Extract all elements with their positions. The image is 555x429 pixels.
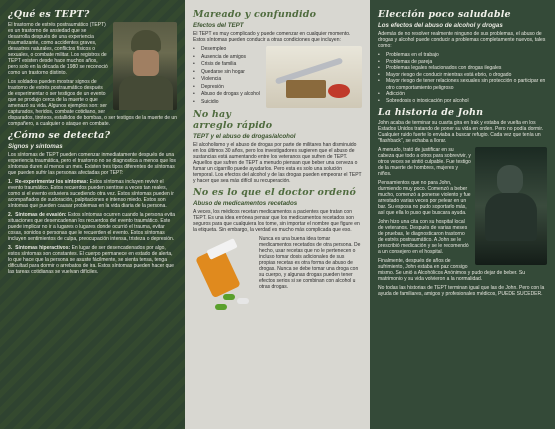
item-number: 1. [8,179,13,185]
list-item [8,212,177,242]
subheading-medicamentos: Abuso de medicamentos recetados [193,200,298,207]
list-item: • Problemas legales relacionados con drogas ilegales [378,65,547,72]
panel-effects [185,0,370,429]
medication-text: A veces, los médicos recetan medicamentos a pacientes que tratan con TEPT. Es una idea errónea pensar que los medicamentos recetados son seguros para que cualquiera los tome, sin importar el nombre que figure en la etiqueta. Sin embargo, la verdad es mucho más complicada que eso. [193,209,360,233]
list-item: • Depresión [193,84,362,92]
item-title: Síntomas hiperactivos: [15,245,71,251]
panel-ptsd-intro [0,0,185,429]
panel-unhealthy-choice [370,0,555,429]
heading-que-es-tept: ¿Qué es TEPT? [8,9,90,20]
item-title: Síntomas de evasión: [15,212,67,218]
heading-no-hay-arreglo: No hay arreglo rápido [193,109,273,131]
intro-text-2: Los soldados pueden mostrar signos de trastorno de estrés postraumático después de experimentar o ser testigos de un evento que se produjo cerca de la muerte o que amenazó su vida. Algunos ejemplos son: ser capturados, heridos, combate cotidiano, ser disparados, tiroteos, estallidos de bombas, o ser testigos de la muerte de un compañero, a cualquier o ataque en combate. [8,79,177,127]
heading-eleccion: Elección poco saludable [378,9,511,20]
abuse-intro: Además de no resolver realmente ninguno de sus problemas, el abuso de drogas y alcohol puede conducir a problemas completamente nuevos, tales como: [378,31,546,49]
list-item: • Sobredosis o intoxicación por alcohol [378,98,547,105]
list-item: • Ausencia de amigos [193,54,362,62]
heading-mareado: Mareado y confundido [193,9,317,20]
list-item: • Adicción [378,91,547,98]
symptoms-intro: Los síntomas de TEPT pueden comenzar inmediatamente después de una experiencia traumática, pero el trastorno no se diagnostica a menos que los síntomas duren al menos un mes. Existen tres tipos diferentes de síntomas que pueden sufrir las personas afectadas por TEPT: [8,152,176,176]
list-item: • Desempleo [193,46,362,54]
list-item: • Mayor riesgo de tener relaciones sexuales sin protección o participar en otro comportamiento peligroso [378,78,547,91]
subheading-signos: Signos y síntomas [8,143,63,150]
heading-historia-john: La historia de John [378,107,484,118]
pill-bottle-photo [193,236,255,314]
item-number: 2. [8,212,13,218]
medication-text-2: Nunca es una buena idea tomar medicamentos recetados de otra persona. De hecho, usar recetas que no le pertenecen o incluso tomar dosis adicionales de sus propias recetas es otra forma de abuso de drogas. Nunca se debe tomar una droga con su cuerpo, y algunas drogas pueden tener efectos serios si se combinan con alcohol u otras drogas. [259,236,361,290]
effects-list [378,52,547,104]
list-item: • Problemas de pareja [378,59,547,66]
story-text-2: A menudo, trató de justificar en su cabeza que todo a otros para sobrevivir, y otros veces se sintió culpable. Fue testigo de la muerte de hombres, mujeres y niños. [378,147,471,177]
item-text: En lugar de ser desencadenados por algo, estos síntomas son constantes. El cuerpo permanece en estado de alerta, lo que hace que la persona se asuste fácilmente, se sienta tensa, tenga dificultad para dormir o arrebatos de ira. Estos síntomas pueden hacer que las tareas cotidianas se vuelvan difíciles. [8,245,174,275]
man-photo [475,147,547,265]
symptoms-list [8,179,177,275]
intro-text: El trastorno de estrés postraumático (TEPT) es un trastorno de ansiedad que se desarrolla después de una experiencia traumatizante, como accidentes graves, desastres naturales, conflictos físicos o sexuales, o combate militar. Los registros de TEPT existen desde hace muchos años, pero solo en la década de 1980 se reconoció como un trastorno distinto. [8,22,108,76]
story-text-5: Finalmente, después de años de sufrimiento, John estaba en paz consigo mismo. Se unió a Alcohólicos Anónimos y pudo dejar de beber. Su matrimonio y su vida volvieron a la normalidad. [378,258,526,282]
story-text-4: John hizo una cita con su hospital local de veteranos. Después de varias meses de pruebas, le diagnosticaron trastorno de estrés postraumático. A John se le prescribió medicación y se le recomendó a un consejero en el hospital. [378,219,469,255]
heading-no-es-lo-que: No es lo que el doctor ordenó [193,187,357,198]
story-text-1: John acaba de terminar su cuarta gira en Irak y estaba de vuelta en los Estados Unidos tratando de poner su vida en orden. Pero no podía dormir. Cualquier ruido fuerte lo enviaba a buscar refugio. Cada vez que tenía un "flashback", se echaba a llorar. [378,120,544,144]
list-item: • Mayor riesgo de conducir mientras está ebrio, o drogado [378,72,547,79]
story-text-3: Pensamientos que no para John, durmiendo muy poco. Comenzó a beber mucho, comenzó a ponerse violento y fue arrestado varias veces por pelear en un bar. Su esposa no pudo soportarlo más, así que ella lo puso que buscara ayuda. [378,180,471,216]
item-title: Re-experimentar los síntomas: [15,179,89,185]
list-item: • Problemas en el trabajo [378,52,547,59]
subheading-efectos: Efectos del TEPT [193,22,244,29]
heading-como-se-detecta: ¿Cómo se detecta? [8,130,111,141]
list-item [8,179,177,209]
list-item: • Quedarse sin hogar [193,69,362,77]
list-item [8,245,177,275]
subheading-drogas-alcohol: TEPT y el abuso de drogas/alcohol [193,133,296,140]
item-text: Estos síntomas incluyen revivir el evento traumático. Estos recuerdos pueden sentirse a veces tan reales, como si el evento estuviera sucediendo otra vez. Estos síntomas pueden ir acompañados de sudoración, palpitaciones e intenso miedo. Estos son síntomas que pueden causar problemas en la vida diaria de la persona. [8,179,174,209]
list-item: • Violencia [193,76,362,84]
closing-text: No todas las historias de TEPT terminan igual que las de John. Pero con la ayuda de familiares, amigos y profesionales médicos, PUEDE SUCEDER. [378,285,545,297]
item-text: Estos síntomas ocurren cuando la persona evita situaciones que desencadenan los recuerdos del evento traumático. Este puede implicar no ir a lugares o lugares donde ocurrió el trauma, evitar cosas, sonidos o personas que le recuerden el evento. Estos síntomas incluyen sentimientos de culpa, preocupación intensa, tristeza o depresión. [8,212,175,242]
item-number: 3. [8,245,13,251]
effects-intro: El TEPT es muy complicado y puede comenzar en cualquier momento. Estos síntomas pueden conducir a otras condiciones que incluyen: [193,31,351,43]
conditions-list [193,46,362,106]
list-item: • Abuso de drogas y alcohol [193,91,362,99]
subheading-efectos-abuso: Los efectos del abuso de alcohol y drogas [378,22,503,29]
drugs-text: El alcoholismo y el abuso de drogas por parte de militares han disminuido en los últimos 30 años, pero los investigadores sugieren que el abuso de sustancias está aumentando entre los veteranos que sufren de TEPT. Aquellos que sufren de TEPT a menudo piensan que beber una cerveza o fumar un cigarrillo puede ayudarlos. Pero esta es solo una solución temporal. Los efectos del alcohol y de las drogas pueden empeorar el TEPT y hacer que sea más difícil su recuperación. [193,142,362,184]
list-item: • Crisis de familia [193,61,362,69]
soldier-photo [113,22,177,110]
list-item: • Suicidio [193,99,362,107]
